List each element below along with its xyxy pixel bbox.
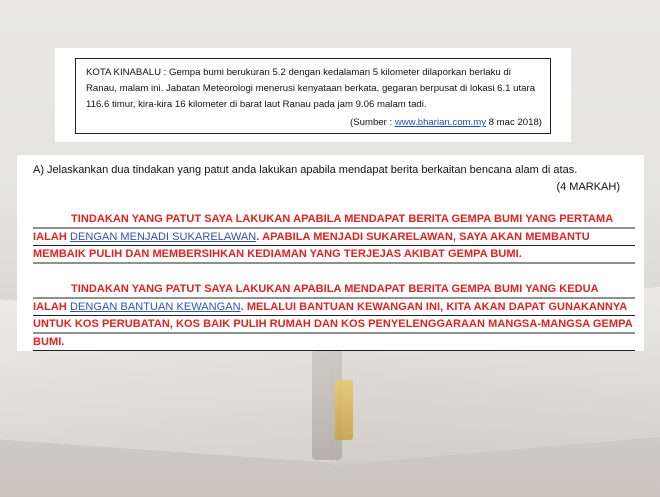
answer-1-text: TINDAKAN YANG PATUT SAYA LAKUKAN APABILA MENDAPAT BERITA GEMPA BUMI YANG PERTAMA IALAH — [33, 213, 613, 243]
news-article-box — [75, 58, 551, 134]
answer-2-text-cont: . MELALUI BANTUAN KEWANGAN INI, KITA AKAN DAPAT GUNAKANNYA UNTUK KOS PERUBATAN, KOS BAIK PULIH RUMAH DAN KOS PENYELENGGARAAN MANGSA-MANGSA GEMPA BUMI. — [33, 300, 633, 348]
question-answer-card — [17, 155, 644, 351]
question-text: A) Jelaskankan dua tindakan yang patut anda lakukan apabila mendapat berita berkaitan bencana alam di atas. — [33, 164, 578, 176]
answer-1-highlight: DENGAN MENJADI SUKARELAWAN — [69, 230, 257, 243]
news-article-card — [55, 48, 571, 142]
marks-label: (4 MARKAH) — [556, 181, 620, 193]
source-link[interactable]: www.bharian.com.my — [394, 117, 486, 128]
answer-1-text-cont: . APABILA MENJADI SUKARELAWAN, SAYA AKAN MEMBANTU MEMBAIK PULIH DAN MEMBERSIHKAN KEDIAMAN YANG TERJEJAS AKIBAT GEMPA BUMI. — [33, 230, 590, 260]
answer-2-highlight: DENGAN BANTUAN KEWANGAN — [69, 300, 241, 313]
answer-paragraph-1 — [33, 211, 635, 264]
answer-paragraph-2 — [33, 281, 635, 351]
source-prefix: (Sumber : — [350, 117, 395, 128]
answer-2-text: TINDAKAN YANG PATUT SAYA LAKUKAN APABILA MENDAPAT BERITA GEMPA BUMI YANG KEDUA IALAH — [33, 283, 599, 313]
source-suffix: 8 mac 2018) — [486, 117, 542, 128]
background-bookmark-ribbon — [335, 380, 353, 440]
news-article-text: KOTA KINABALU : Gempa bumi berukuran 5.2 dengan kedalaman 5 kilometer dilaporkan berlaku di Ranau, malam ini. Jabatan Meteorologi menerusi kenyataan berkata, gegaran berpusat di lokasi 6.1 utara 116.6 timur, kira-kira 16 kilometer di barat laut Ranau pada jam 9.06 malam tadi. — [86, 67, 536, 110]
article-source — [350, 115, 542, 131]
